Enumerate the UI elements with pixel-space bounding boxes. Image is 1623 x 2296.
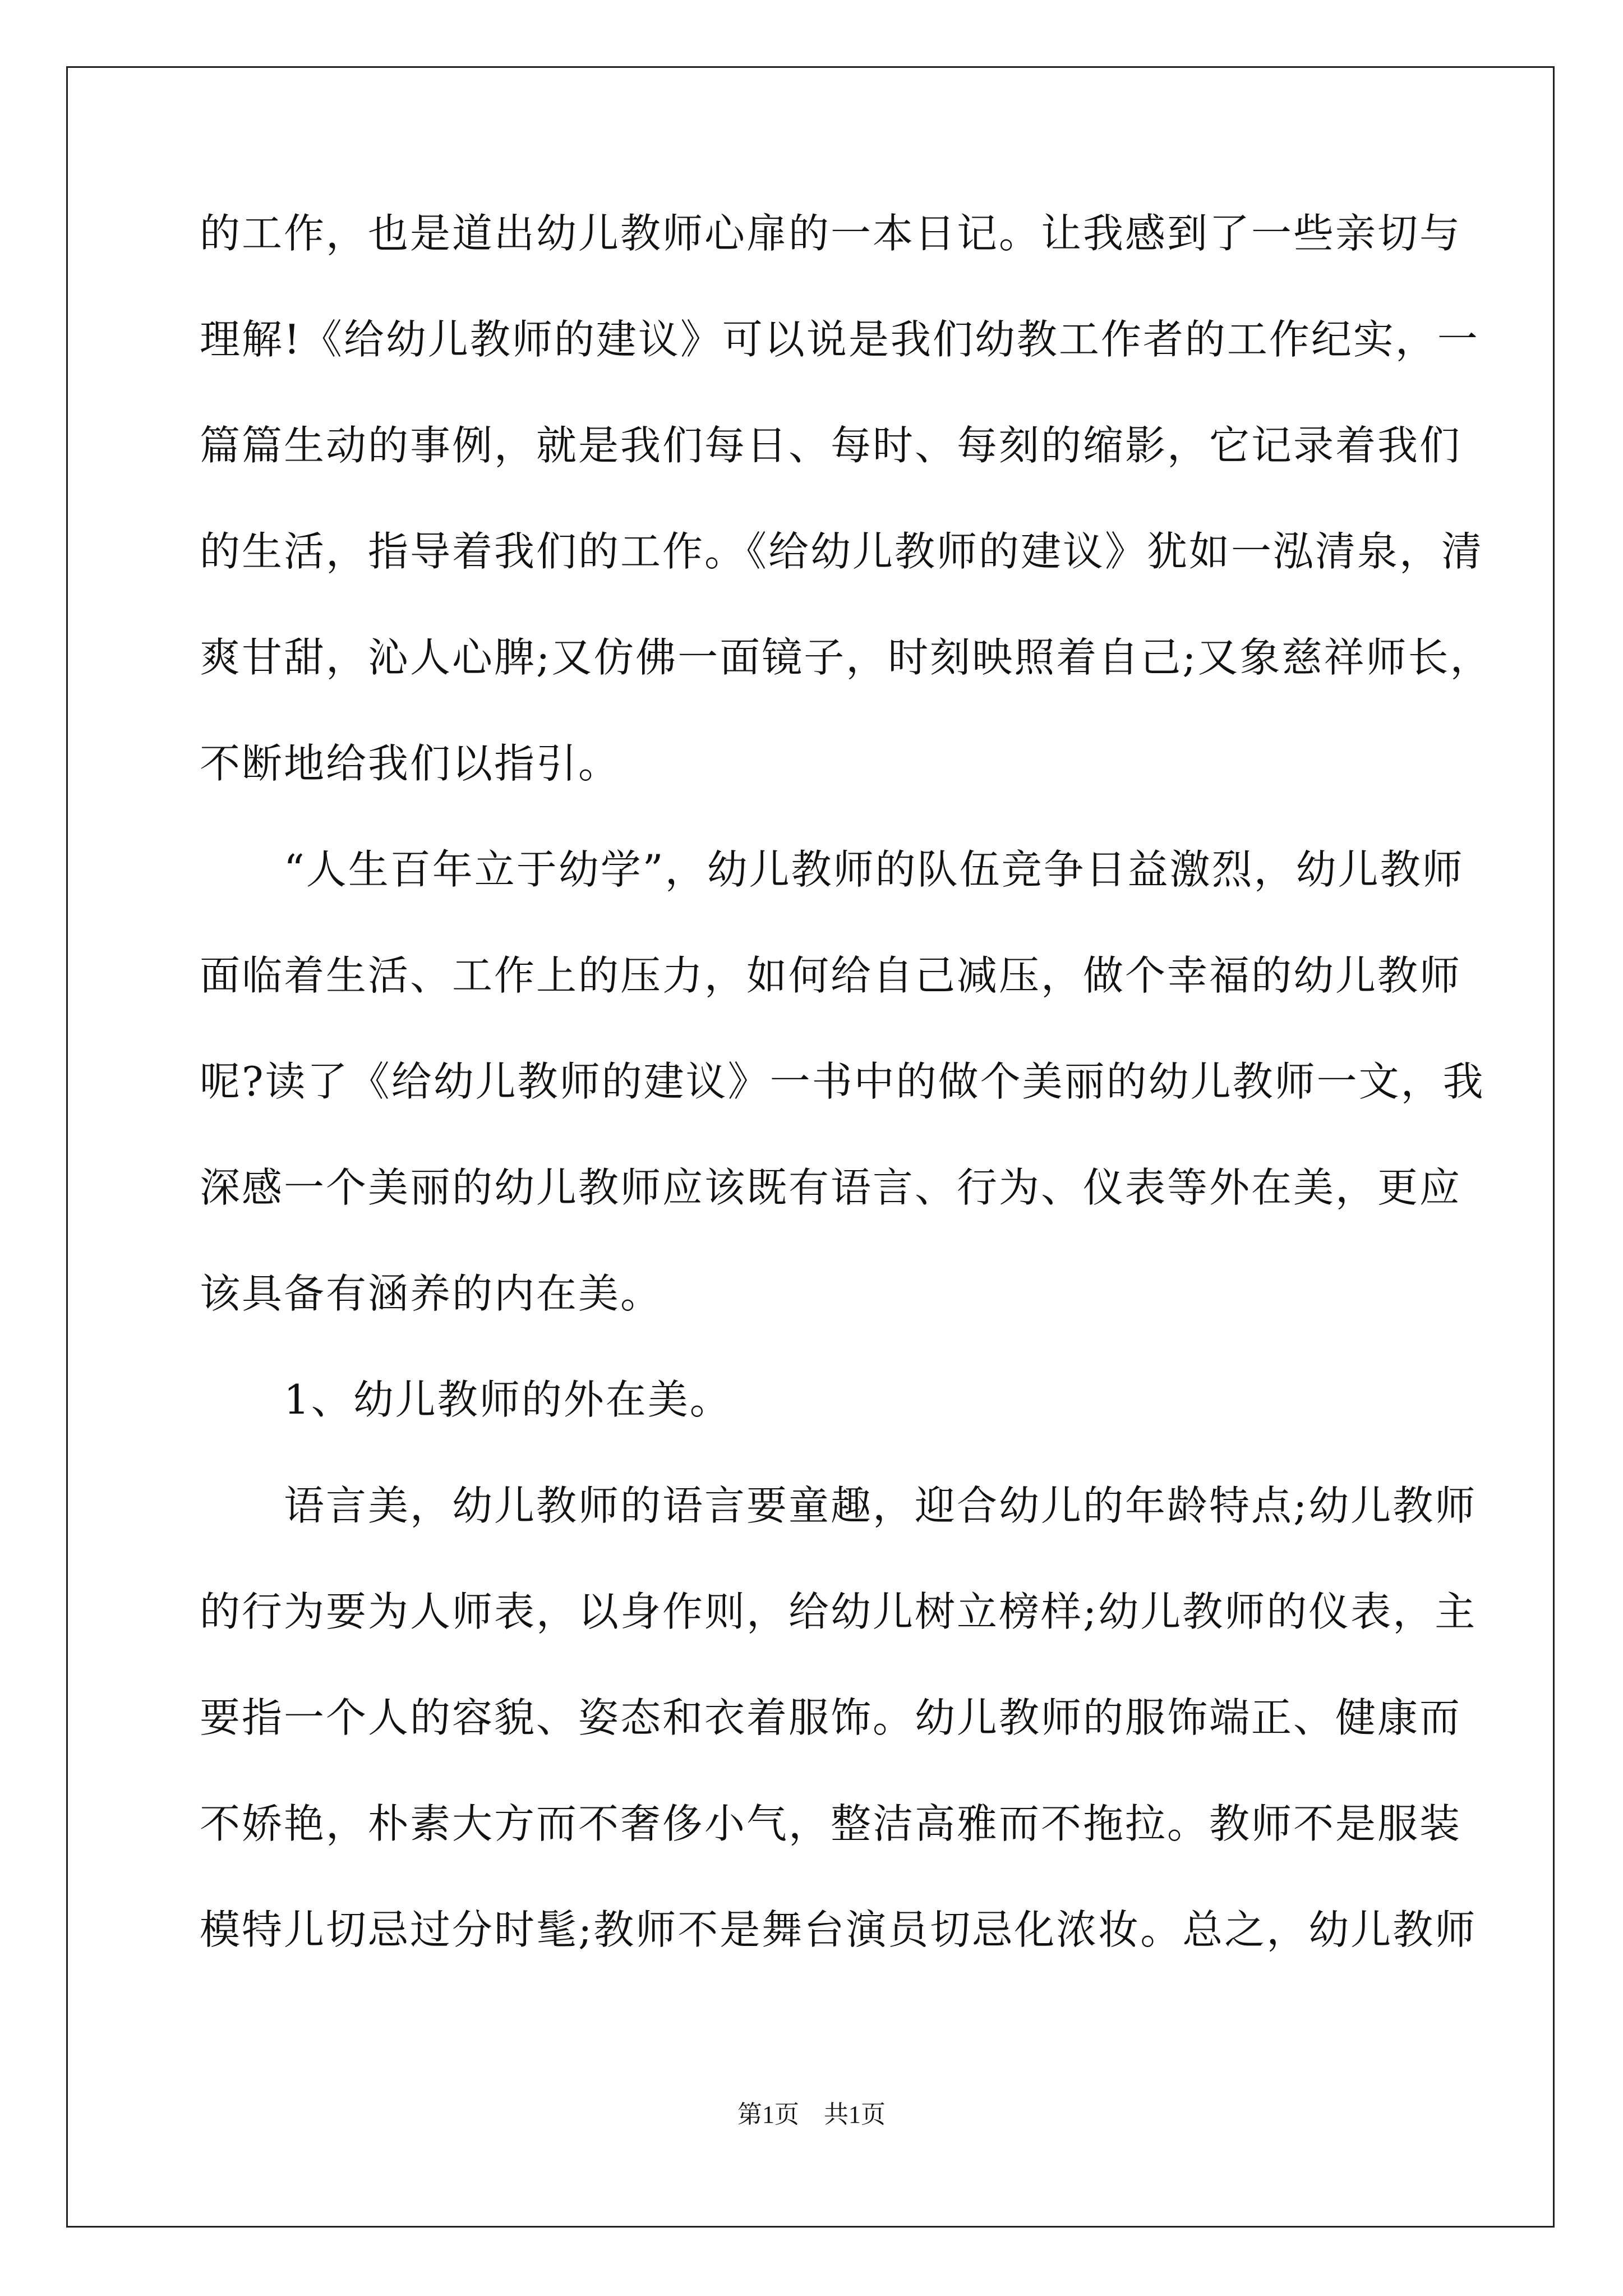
text-line: 深感一个美丽的幼儿教师应该既有语言、行为、仪表等外在美，更应 — [200, 1164, 1462, 1211]
text-line: 模特儿切忌过分时髦;教师不是舞台演员切忌化浓妆。总之，幼儿教师 — [200, 1906, 1477, 1953]
text-line: 不娇艳，朴素大方而不奢侈小气，整洁高雅而不拖拉。教师不是服装 — [200, 1800, 1462, 1847]
text-line: 面临着生活、工作上的压力，如何给自己减压，做个幸福的幼儿教师 — [200, 952, 1462, 999]
paragraph-start-line: “人生百年立于幼学”，幼儿教师的队伍竞争日益激烈，幼儿教师 — [284, 846, 1464, 893]
text-line: 篇篇生动的事例，就是我们每日、每时、每刻的缩影，它记录着我们 — [200, 422, 1462, 469]
text-line: 爽甘甜，沁人心脾;又仿佛一面镜子，时刻映照着自己;又象慈祥师长， — [200, 634, 1492, 681]
text-line: 的生活，指导着我们的工作。《给幼儿教师的建议》犹如一泓清泉，清 — [200, 528, 1484, 575]
page-footer — [0, 2101, 1623, 2129]
text-line: 不断地给我们以指引。 — [200, 740, 621, 787]
section-heading: 1、幼儿教师的外在美。 — [284, 1376, 732, 1423]
text-line: 的行为要为人师表，以身作则，给幼儿树立榜样;幼儿教师的仪表，主 — [200, 1588, 1477, 1635]
page-number: 第1页 共1页 — [737, 2101, 886, 2128]
text-line: 呢?读了《给幼儿教师的建议》一书中的做个美丽的幼儿教师一文，我 — [200, 1058, 1485, 1105]
paragraph-start-line: 语言美，幼儿教师的语言要童趣，迎合幼儿的年龄特点;幼儿教师 — [284, 1482, 1477, 1529]
text-line: 要指一个人的容貌、姿态和衣着服饰。幼儿教师的服饰端正、健康而 — [200, 1694, 1462, 1741]
document-body — [200, 210, 1492, 2016]
text-line: 理解!《给幼儿教师的建议》可以说是我们幼教工作者的工作纪实，一 — [200, 316, 1479, 363]
text-line: 的工作，也是道出幼儿教师心扉的一本日记。让我感到了一些亲切与 — [200, 210, 1462, 257]
text-line: 该具备有涵养的内在美。 — [200, 1270, 663, 1317]
